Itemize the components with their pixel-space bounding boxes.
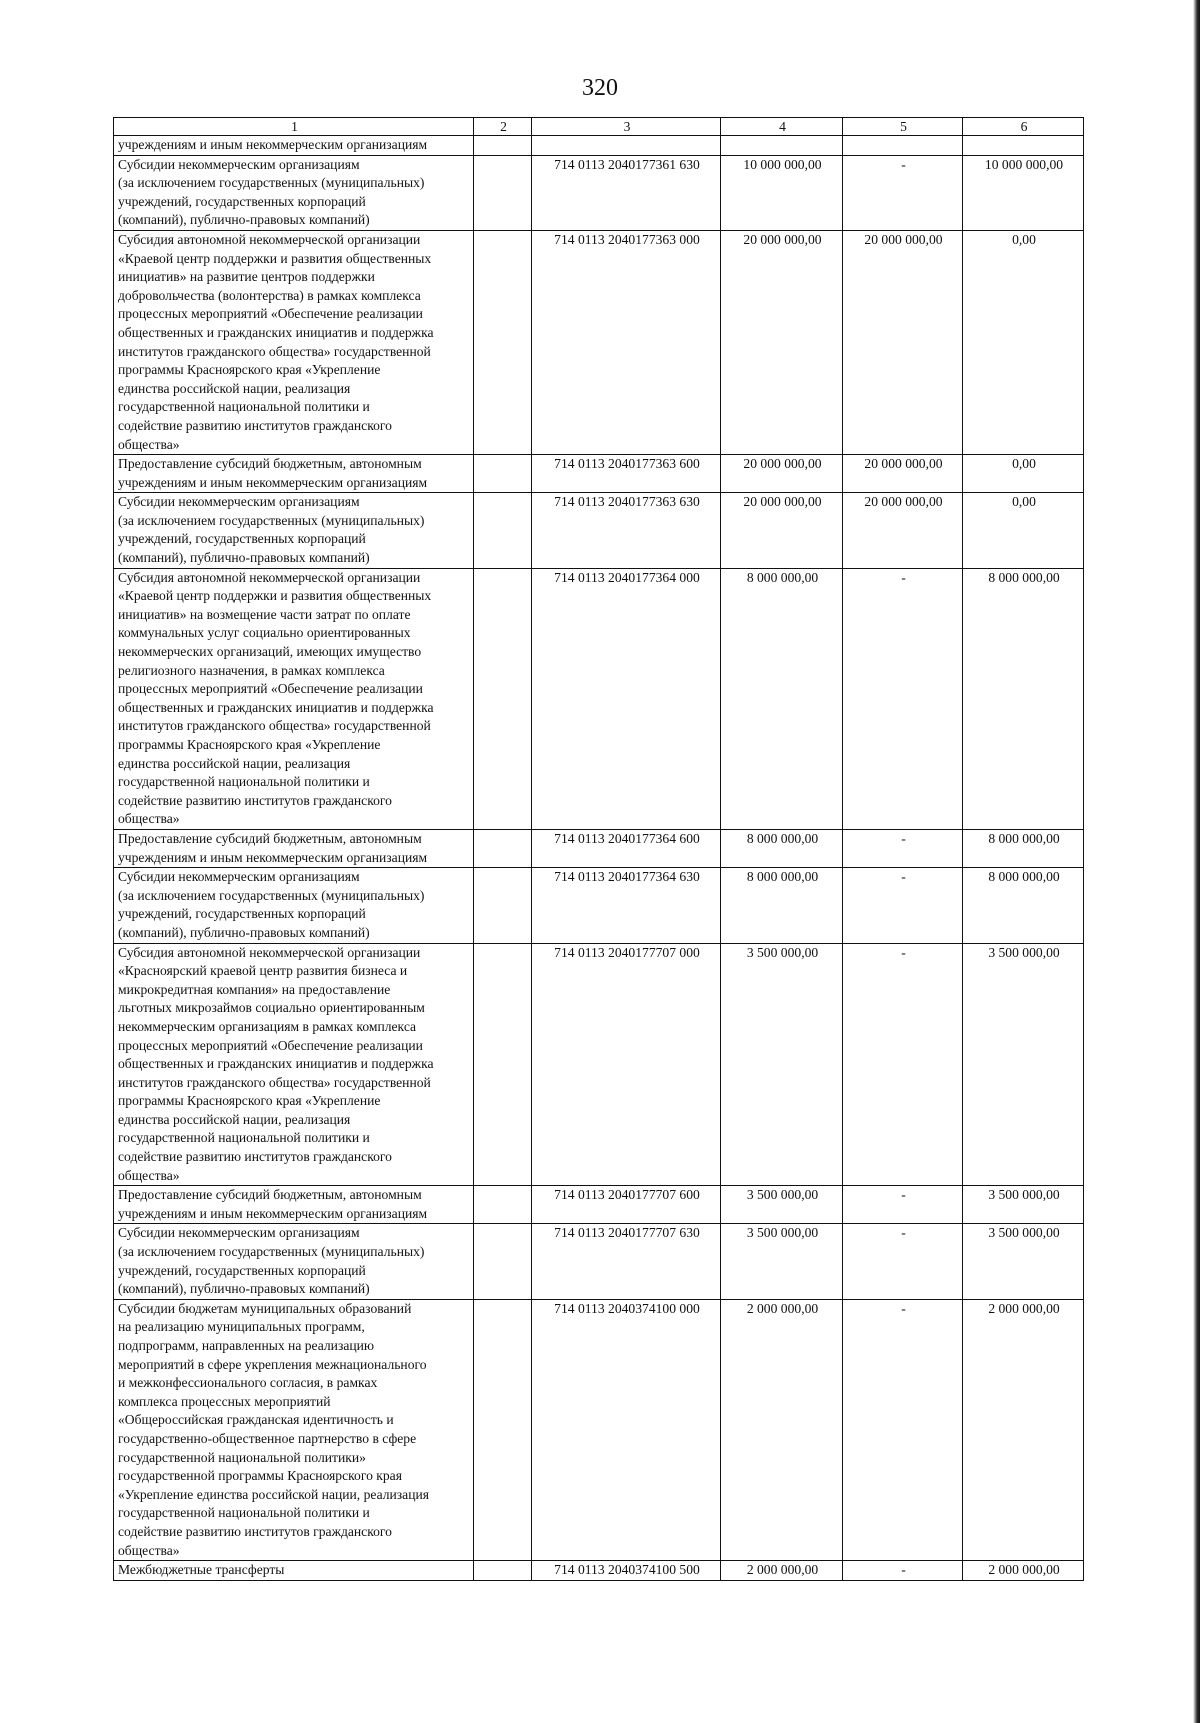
amount-col-4-cell: 3 500 000,00 — [721, 1224, 843, 1299]
column-number: 6 — [963, 118, 1084, 136]
column-2-cell — [474, 1224, 532, 1299]
budget-code-cell: 714 0113 2040177364 600 — [532, 829, 721, 867]
amount-col-5-cell: - — [843, 943, 963, 1186]
amount-col-6-cell: 2 000 000,00 — [963, 1299, 1084, 1560]
budget-code-cell: 714 0113 2040177707 600 — [532, 1186, 721, 1224]
scan-edge-shadow — [1193, 0, 1200, 1723]
column-2-cell — [474, 155, 532, 230]
column-2-cell — [474, 493, 532, 568]
table-row — [114, 455, 1084, 493]
column-2-cell — [474, 1186, 532, 1224]
budget-table — [113, 117, 1084, 1581]
item-name-cell: Межбюджетные трансферты — [114, 1561, 474, 1581]
column-2-cell — [474, 943, 532, 1186]
amount-col-4-cell: 20 000 000,00 — [721, 493, 843, 568]
table-row — [114, 1224, 1084, 1299]
amount-col-6-cell: 2 000 000,00 — [963, 1561, 1084, 1581]
budget-code-cell: 714 0113 2040177364 000 — [532, 568, 721, 829]
column-number: 2 — [474, 118, 532, 136]
budget-code-cell: 714 0113 2040177361 630 — [532, 155, 721, 230]
table-row — [114, 493, 1084, 568]
column-2-cell — [474, 1299, 532, 1560]
amount-col-5-cell: - — [843, 1224, 963, 1299]
table-row — [114, 155, 1084, 230]
budget-code-cell: 714 0113 2040177363 600 — [532, 455, 721, 493]
budget-code-cell: 714 0113 2040177707 000 — [532, 943, 721, 1186]
column-number: 5 — [843, 118, 963, 136]
table-row — [114, 829, 1084, 867]
budget-code-cell: 714 0113 2040177363 000 — [532, 230, 721, 454]
budget-code-cell: 714 0113 2040374100 500 — [532, 1561, 721, 1581]
item-name-cell: Субсидии бюджетам муниципальных образований на реализацию муниципальных программ, подпрограмм, направленных на реализацию мероприятий в сфере укрепления межнационального и межконфессионального согласия, в рамках комплекса процессных мероприятий «Общероссийская гражданская идентичность и государственно-общественное партнерство в сфере государственной национальной политики» государственной программы Красноярского края «Укрепление единства российской нации, реализация государственной национальной политики и содействие развитию институтов гражданского общества» — [114, 1299, 474, 1560]
amount-col-6-cell: 0,00 — [963, 230, 1084, 454]
amount-col-4-cell — [721, 136, 843, 156]
item-name-cell: Субсидия автономной некоммерческой организации «Краевой центр поддержки и развития общественных инициатив» на развитие центров поддержки добровольчества (волонтерства) в рамках комплекса процессных мероприятий «Обеспечение реализации общественных и гражданских инициатив и поддержка институтов гражданского общества» государственной программы Красноярского края «Укрепление единства российской нации, реализация государственной национальной политики и содействие развитию институтов гражданского общества» — [114, 230, 474, 454]
item-name-cell: Предоставление субсидий бюджетным, автономным учреждениям и иным некоммерческим организациям — [114, 455, 474, 493]
amount-col-4-cell: 20 000 000,00 — [721, 230, 843, 454]
amount-col-5-cell: 20 000 000,00 — [843, 230, 963, 454]
amount-col-5-cell: 20 000 000,00 — [843, 493, 963, 568]
table-row — [114, 943, 1084, 1186]
table-row — [114, 1186, 1084, 1224]
budget-code-cell — [532, 136, 721, 156]
amount-col-5-cell: - — [843, 868, 963, 943]
budget-code-cell: 714 0113 2040177363 630 — [532, 493, 721, 568]
amount-col-6-cell: 8 000 000,00 — [963, 829, 1084, 867]
amount-col-5-cell: - — [843, 829, 963, 867]
amount-col-4-cell: 2 000 000,00 — [721, 1561, 843, 1581]
amount-col-4-cell: 8 000 000,00 — [721, 568, 843, 829]
page-number: 320 — [582, 75, 618, 101]
column-2-cell — [474, 568, 532, 829]
table-row — [114, 1299, 1084, 1560]
column-2-cell — [474, 829, 532, 867]
amount-col-5-cell: - — [843, 1186, 963, 1224]
amount-col-6-cell: 3 500 000,00 — [963, 1186, 1084, 1224]
column-2-cell — [474, 136, 532, 156]
budget-code-cell: 714 0113 2040177364 630 — [532, 868, 721, 943]
table-body — [114, 118, 1084, 1581]
column-number: 1 — [114, 118, 474, 136]
amount-col-5-cell: - — [843, 1299, 963, 1560]
budget-code-cell: 714 0113 2040177707 630 — [532, 1224, 721, 1299]
amount-col-4-cell: 8 000 000,00 — [721, 868, 843, 943]
column-number-row — [114, 118, 1084, 136]
table-row — [114, 868, 1084, 943]
column-2-cell — [474, 868, 532, 943]
item-name-cell: Субсидии некоммерческим организациям (за исключением государственных (муниципальных) учреждений, государственных корпораций (компаний), публично-правовых компаний) — [114, 1224, 474, 1299]
item-name-cell: Субсидии некоммерческим организациям (за исключением государственных (муниципальных) учреждений, государственных корпораций (компаний), публично-правовых компаний) — [114, 493, 474, 568]
item-name-cell: Субсидии некоммерческим организациям (за исключением государственных (муниципальных) учреждений, государственных корпораций (компаний), публично-правовых компаний) — [114, 155, 474, 230]
amount-col-4-cell: 8 000 000,00 — [721, 829, 843, 867]
amount-col-6-cell: 0,00 — [963, 493, 1084, 568]
amount-col-6-cell — [963, 136, 1084, 156]
amount-col-4-cell: 10 000 000,00 — [721, 155, 843, 230]
column-2-cell — [474, 230, 532, 454]
item-name-cell: учреждениям и иным некоммерческим организациям — [114, 136, 474, 156]
amount-col-5-cell: - — [843, 568, 963, 829]
item-name-cell: Субсидия автономной некоммерческой организации «Красноярский краевой центр развития бизнеса и микрокредитная компания» на предоставление льготных микрозаймов социально ориентированным некоммерческим организациям в рамках комплекса процессных мероприятий «Обеспечение реализации общественных и гражданских инициатив и поддержка институтов гражданского общества» государственной программы Красноярского края «Укрепление единства российской нации, реализация государственной национальной политики и содействие развитию институтов гражданского общества» — [114, 943, 474, 1186]
amount-col-4-cell: 3 500 000,00 — [721, 943, 843, 1186]
column-2-cell — [474, 1561, 532, 1581]
item-name-cell: Субсидии некоммерческим организациям (за исключением государственных (муниципальных) учреждений, государственных корпораций (компаний), публично-правовых компаний) — [114, 868, 474, 943]
column-2-cell — [474, 455, 532, 493]
table-row — [114, 1561, 1084, 1581]
amount-col-6-cell: 8 000 000,00 — [963, 868, 1084, 943]
amount-col-5-cell: - — [843, 155, 963, 230]
column-number: 4 — [721, 118, 843, 136]
amount-col-4-cell: 3 500 000,00 — [721, 1186, 843, 1224]
amount-col-4-cell: 20 000 000,00 — [721, 455, 843, 493]
amount-col-5-cell: 20 000 000,00 — [843, 455, 963, 493]
amount-col-6-cell: 3 500 000,00 — [963, 1224, 1084, 1299]
item-name-cell: Предоставление субсидий бюджетным, автономным учреждениям и иным некоммерческим организациям — [114, 829, 474, 867]
amount-col-6-cell: 0,00 — [963, 455, 1084, 493]
table-row — [114, 136, 1084, 156]
amount-col-6-cell: 10 000 000,00 — [963, 155, 1084, 230]
table-row — [114, 230, 1084, 454]
amount-col-5-cell: - — [843, 1561, 963, 1581]
budget-code-cell: 714 0113 2040374100 000 — [532, 1299, 721, 1560]
table-row — [114, 568, 1084, 829]
amount-col-6-cell: 8 000 000,00 — [963, 568, 1084, 829]
amount-col-5-cell — [843, 136, 963, 156]
amount-col-4-cell: 2 000 000,00 — [721, 1299, 843, 1560]
amount-col-6-cell: 3 500 000,00 — [963, 943, 1084, 1186]
item-name-cell: Предоставление субсидий бюджетным, автономным учреждениям и иным некоммерческим организациям — [114, 1186, 474, 1224]
item-name-cell: Субсидия автономной некоммерческой организации «Краевой центр поддержки и развития общественных инициатив» на возмещение части затрат по оплате коммунальных услуг социально ориентированных некоммерческих организаций, имеющих имущество религиозного назначения, в рамках комплекса процессных мероприятий «Обеспечение реализации общественных и гражданских инициатив и поддержка институтов гражданского общества» государственной программы Красноярского края «Укрепление единства российской нации, реализация государственной национальной политики и содействие развитию институтов гражданского общества» — [114, 568, 474, 829]
column-number: 3 — [532, 118, 721, 136]
